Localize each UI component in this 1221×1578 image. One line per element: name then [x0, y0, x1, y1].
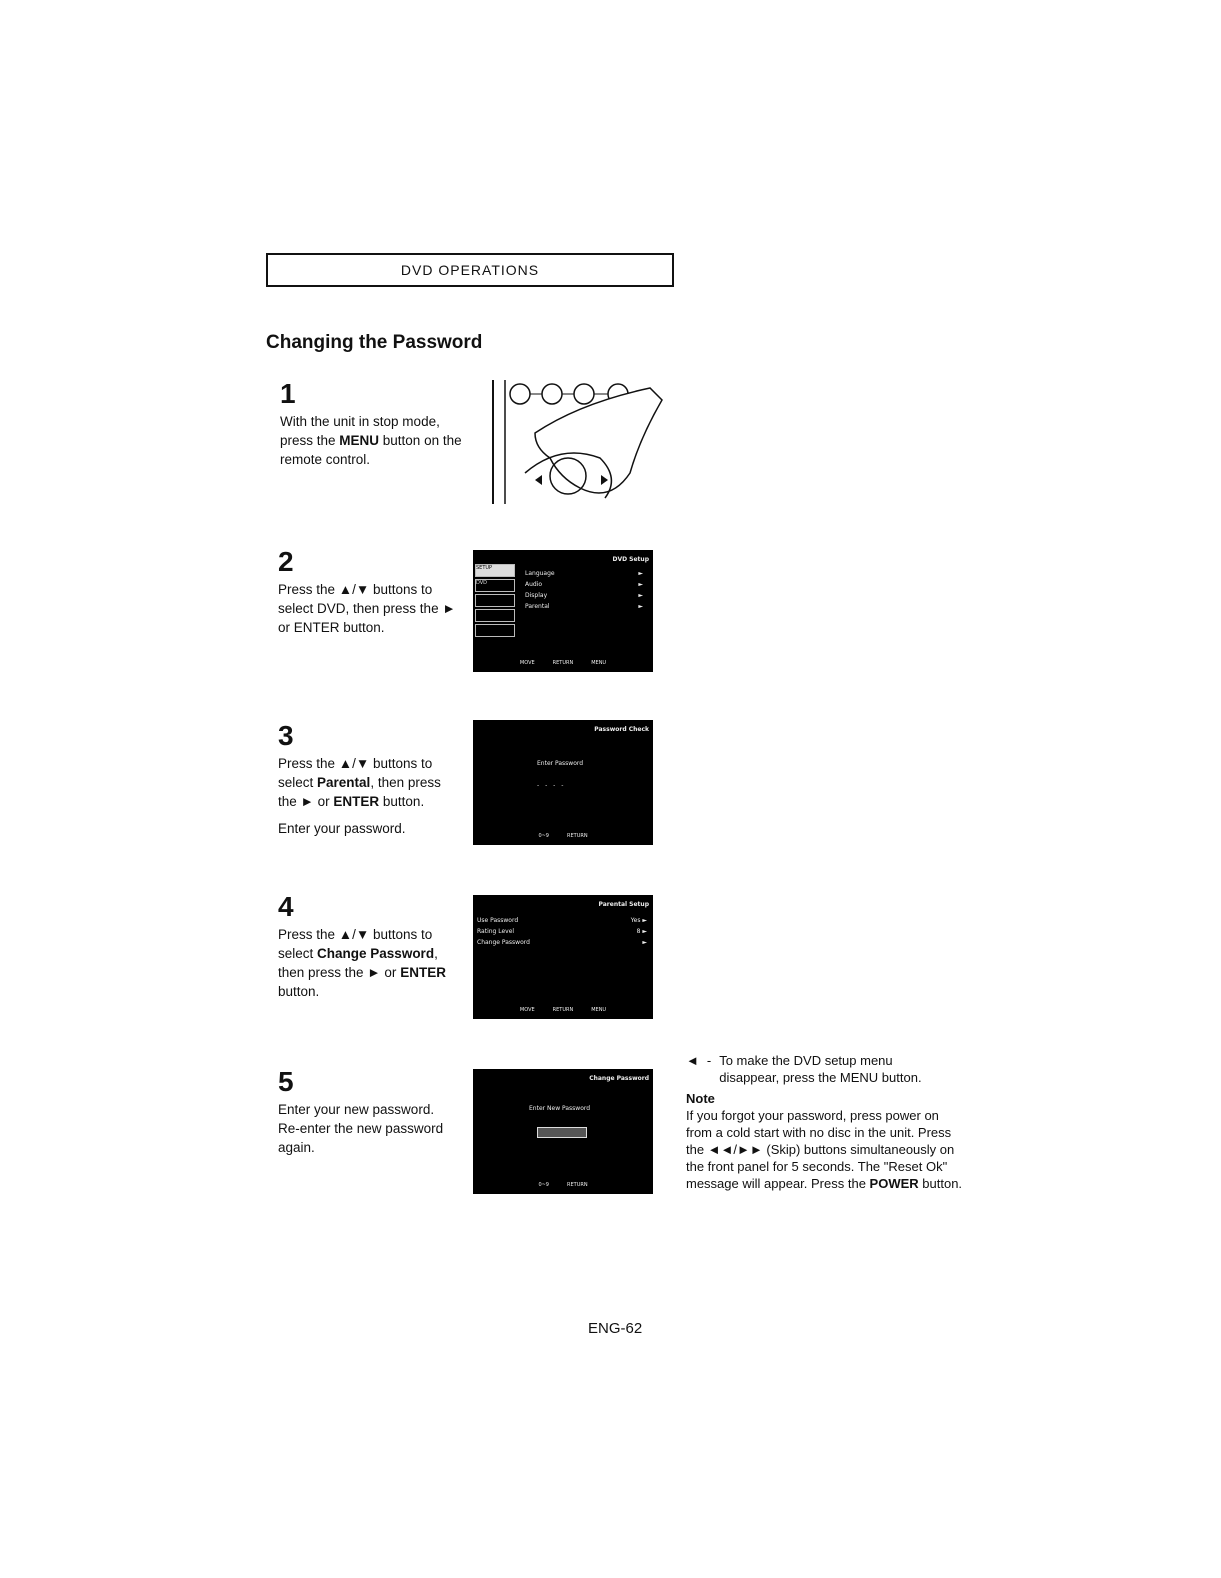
step-line: button.: [379, 794, 425, 809]
step-number: 2: [278, 546, 294, 577]
password-field: [537, 1127, 587, 1138]
screen-footer: [473, 1007, 653, 1013]
tab-icon: [475, 609, 515, 622]
change-password-screen: [473, 1069, 653, 1194]
password-prompt: Enter New Password: [529, 1105, 591, 1112]
step-keyword: Change Password: [317, 946, 435, 961]
step-number: 1: [280, 378, 296, 409]
step-line: Press the ▲/▼ buttons to select: [278, 927, 433, 961]
screen-title: Password Check: [594, 726, 649, 733]
menu-value: 8 ►: [636, 928, 647, 935]
step-1: [280, 380, 470, 469]
arrow-right-icon: ►: [638, 570, 643, 577]
tab-icon: [475, 624, 515, 637]
step-2: [278, 548, 460, 637]
menu-item: Parental: [525, 603, 550, 610]
step-4: [278, 893, 458, 1001]
step-keyword: Parental: [317, 775, 371, 790]
menu-item: Rating Level: [477, 928, 515, 935]
note-heading: Note: [686, 1091, 715, 1106]
footer-hint: 0~9: [538, 1182, 549, 1188]
step-keyword: MENU: [339, 433, 380, 448]
step-line: With the unit in stop mode,: [280, 414, 440, 429]
tab-icon: [475, 594, 515, 607]
note-keyword: POWER: [869, 1176, 919, 1191]
step-text: [278, 925, 458, 1001]
footer-hint: RETURN: [552, 1007, 574, 1013]
step-line: , then press the ► or: [278, 775, 441, 809]
step-line: press the: [280, 433, 340, 448]
footer-hint: MOVE: [519, 660, 535, 666]
step-line: Press the ▲/▼ buttons to select: [278, 756, 433, 790]
tip-dash: -: [706, 1053, 712, 1068]
menu-value: Yes ►: [630, 917, 647, 924]
arrow-right-icon: ►: [638, 581, 643, 588]
tip-text: To make the DVD setup menu disappear, press the MENU button.: [719, 1053, 922, 1085]
step-text: [280, 412, 470, 469]
tip: [686, 1052, 986, 1086]
arrow-right-icon: ►: [642, 939, 647, 946]
step-text: [278, 1100, 458, 1157]
footer-hint: RETURN: [567, 1182, 588, 1188]
step-line: Re-enter the new password again.: [278, 1121, 444, 1155]
screen-title: Change Password: [589, 1075, 649, 1082]
step-line: Enter your new password.: [278, 1102, 435, 1117]
note-block: [686, 1052, 986, 1192]
screen-footer: [473, 660, 653, 666]
menu-row: [477, 917, 647, 928]
menu-item: Language: [525, 570, 555, 577]
screen-title: DVD Setup: [612, 556, 649, 563]
password-check-screen: [473, 720, 653, 845]
screen-footer: [473, 833, 653, 839]
step-line: , then press the ► or: [278, 946, 438, 980]
footer-hint: MOVE: [519, 1007, 535, 1013]
section-title: DVD OPERATIONS: [400, 262, 540, 278]
password-prompt: Enter Password: [537, 760, 584, 767]
footer-hint: RETURN: [552, 660, 574, 666]
menu-item: Use Password: [477, 917, 519, 924]
menu-row: [525, 581, 643, 592]
step-line: button on the: [379, 433, 462, 448]
menu-row: [525, 570, 643, 581]
footer-hint: RETURN: [567, 833, 588, 839]
screen-title: Parental Setup: [598, 901, 649, 908]
remote-control-illustration: [490, 378, 665, 506]
step-3: [278, 722, 458, 838]
step-5: [278, 1068, 458, 1157]
step-line: remote control.: [280, 452, 371, 467]
screen-footer: [473, 1182, 653, 1188]
footer-hint: MENU: [591, 660, 607, 666]
dvd-tab-icon: DVD: [475, 579, 515, 592]
step-text: [278, 754, 458, 838]
menu-row: [477, 939, 647, 950]
dvd-setup-screen: [473, 550, 653, 672]
menu-row: [525, 592, 643, 603]
menu-row: [525, 603, 643, 614]
step-extra: Enter your password.: [278, 821, 406, 836]
password-field: - - - -: [537, 782, 566, 789]
setup-tab-icon: SETUP: [475, 564, 515, 577]
step-line: button.: [278, 984, 320, 999]
menu-item: Change Password: [477, 939, 530, 946]
step-number: 4: [278, 891, 294, 922]
step-text: Press the ▲/▼ buttons to select DVD, then press the ► or ENTER button.: [278, 582, 456, 635]
menu-item: Audio: [525, 581, 543, 588]
tip-arrow-icon: ◄: [686, 1053, 699, 1068]
note-body: If you forgot your password, press power on from a cold start with no disc in the unit. Press the ◄◄/►► (Skip) buttons simultaneously on the front panel for 5 seconds. The "Reset Ok" message will appear. Press the POWER button.: [686, 1108, 963, 1191]
step-keyword: ENTER: [333, 794, 380, 809]
page-number: ENG-62: [588, 1320, 643, 1337]
section-header: [266, 253, 674, 287]
screen-side-menu: [475, 562, 515, 639]
page-title: Changing the Password: [266, 332, 483, 353]
screen-menu: [477, 917, 647, 950]
screen-menu: [525, 570, 643, 614]
arrow-right-icon: ►: [638, 592, 643, 599]
menu-item: Display: [525, 592, 548, 599]
arrow-right-icon: ►: [638, 603, 643, 610]
step-number: 3: [278, 720, 294, 751]
footer-hint: 0~9: [538, 833, 549, 839]
parental-setup-screen: [473, 895, 653, 1019]
menu-row: [477, 928, 647, 939]
step-number: 5: [278, 1066, 294, 1097]
footer-hint: MENU: [591, 1007, 607, 1013]
step-keyword: ENTER: [400, 965, 446, 980]
